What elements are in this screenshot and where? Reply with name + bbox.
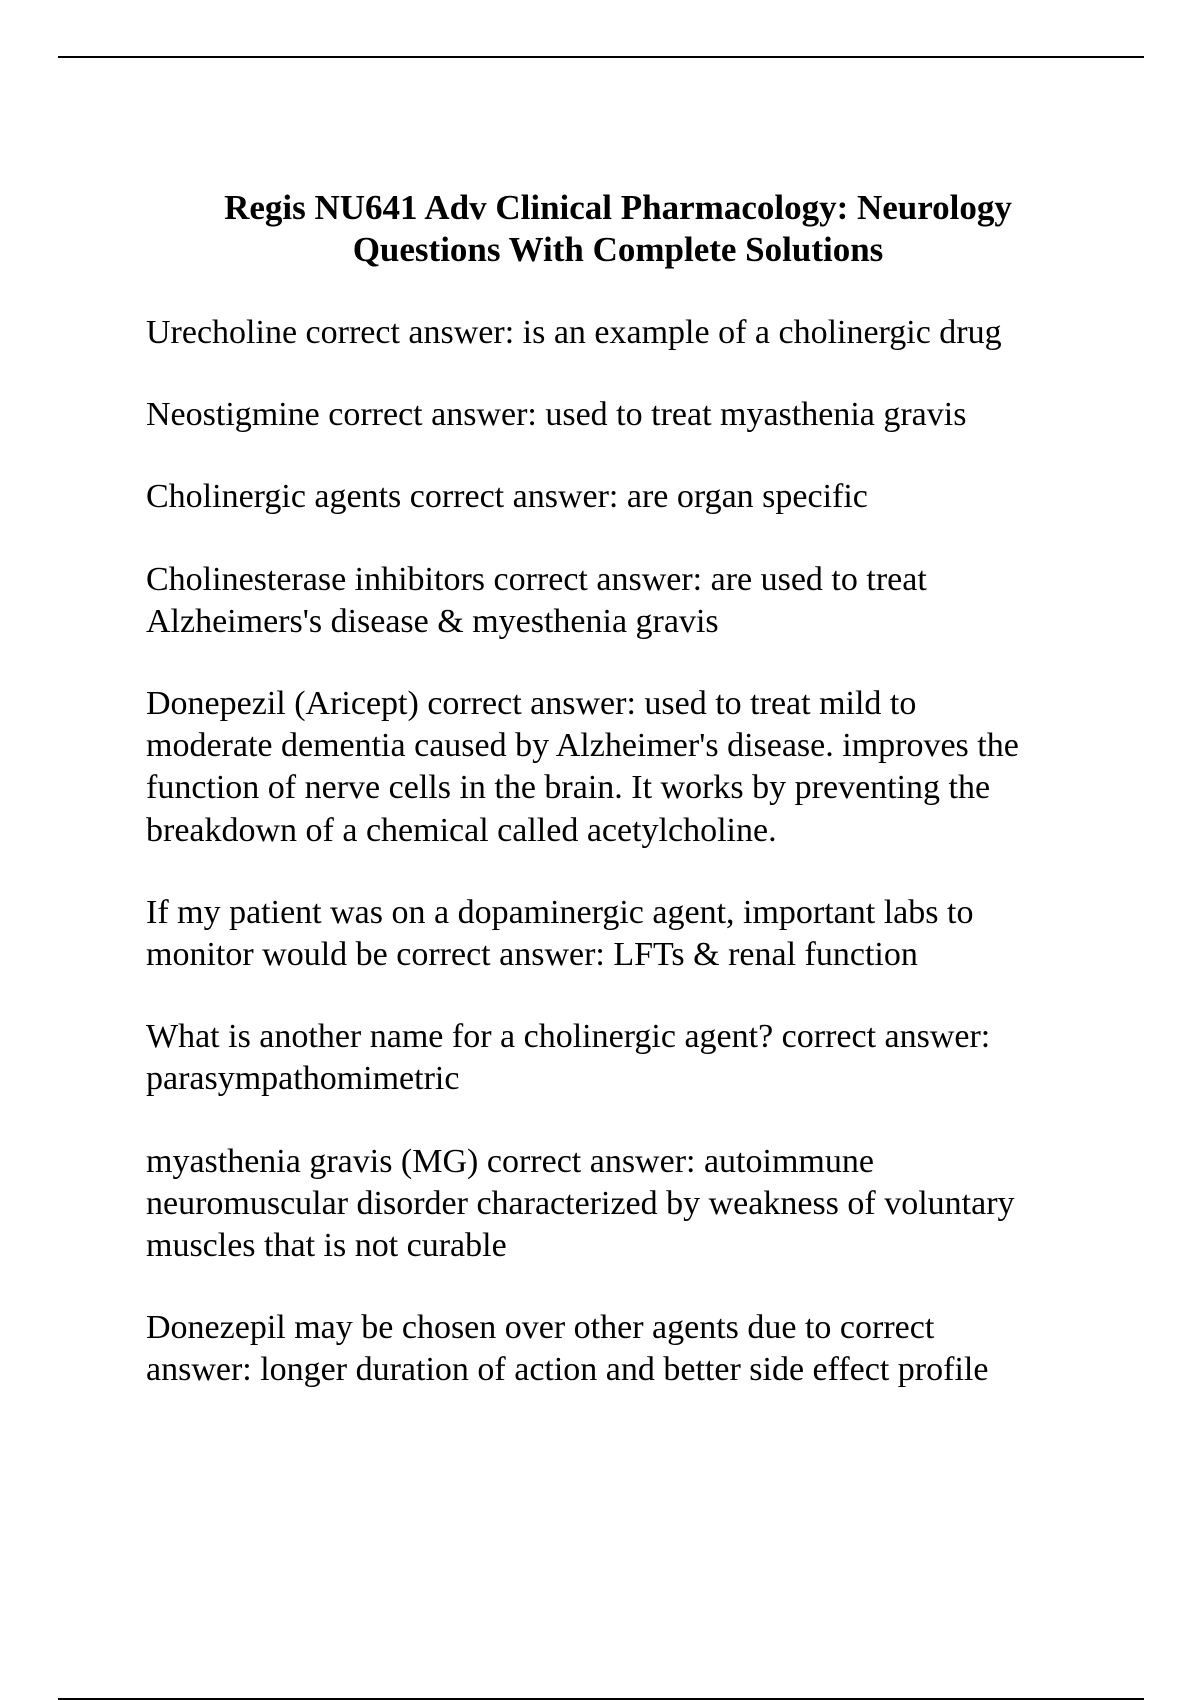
qa-line: breakdown of a chemical called acetylcholine.: [146, 811, 777, 849]
qa-line: Neostigmine correct answer: used to treat myasthenia gravis: [146, 396, 967, 434]
qa-line: Donezepil may be chosen over other agents due to correct: [146, 1309, 935, 1347]
qa-line: muscles that is not curable: [146, 1227, 507, 1265]
qa-item-urecholine: [146, 312, 1146, 354]
qa-line: parasympathomimetric: [146, 1060, 460, 1098]
qa-line: moderate dementia caused by Alzheimer's disease. improves the: [146, 727, 1019, 765]
qa-line: Cholinesterase inhibitors correct answer: are used to treat: [146, 560, 927, 598]
qa-item-cholinergic-agents: [146, 476, 1146, 518]
qa-item-myasthenia-gravis: [146, 1141, 1146, 1268]
qa-line: If my patient was on a dopaminergic agent, important labs to: [146, 893, 974, 931]
qa-item-cholinesterase-inhibitors: [146, 559, 1146, 643]
qa-line: neuromuscular disorder characterized by weakness of voluntary: [146, 1184, 1015, 1222]
qa-line: monitor would be correct answer: LFTs & renal function: [146, 936, 918, 974]
header-rule: [58, 56, 1144, 58]
qa-list: [146, 312, 1146, 1432]
qa-line: myasthenia gravis (MG) correct answer: autoimmune: [146, 1142, 874, 1180]
page-title: [0, 187, 1200, 271]
qa-line: Donepezil (Aricept) correct answer: used to treat mild to: [146, 685, 917, 723]
qa-line: function of nerve cells in the brain. It works by preventing the: [146, 769, 991, 807]
qa-line: Urecholine correct answer: is an example of a cholinergic drug: [146, 314, 1002, 351]
qa-item-dopaminergic-labs: [146, 892, 1146, 976]
qa-line: answer: longer duration of action and better side effect profile: [146, 1351, 989, 1389]
qa-item-donepezil: [146, 683, 1146, 852]
qa-line: What is another name for a cholinergic agent? correct answer:: [146, 1018, 991, 1056]
page-title-line: Regis NU641 Adv Clinical Pharmacology: Neurology: [224, 188, 1012, 227]
qa-line: Cholinergic agents correct answer: are organ specific: [146, 478, 868, 516]
qa-item-donezepil-choice: [146, 1307, 1146, 1391]
qa-item-cholinergic-name: [146, 1016, 1146, 1100]
page-title-line: Questions With Complete Solutions: [352, 230, 884, 269]
qa-item-neostigmine: [146, 394, 1146, 436]
qa-line: Alzheimers's disease & myesthenia gravis: [146, 602, 719, 640]
